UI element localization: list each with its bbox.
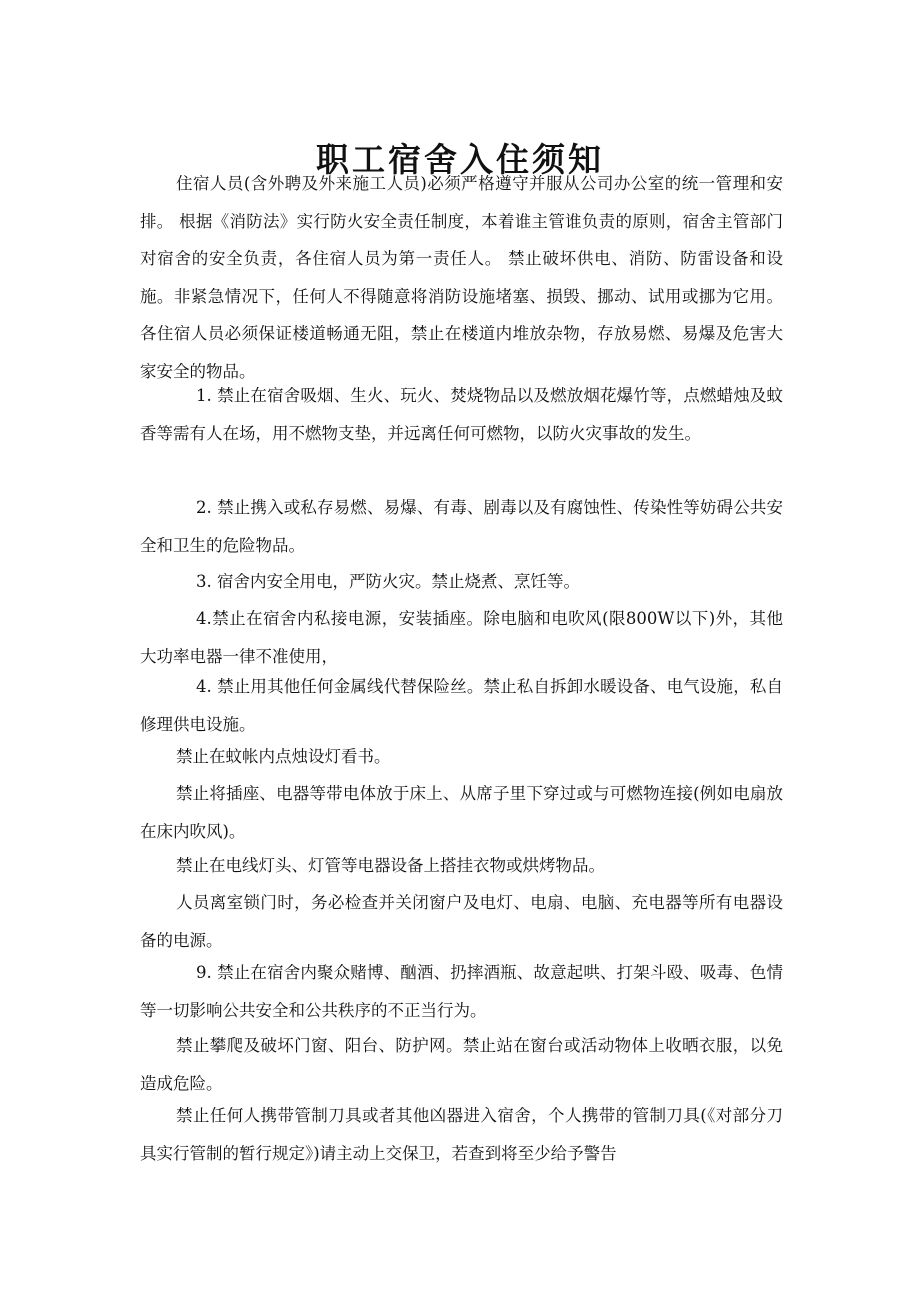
rule-paragraph: 4. 禁止用其他任何金属线代替保险丝。禁止私自拆卸水暖设备、电气设施，私自修理供电设施。 (140, 677, 783, 734)
rule-paragraph: 3. 宿舍内安全用电，严防火灾。禁止烧煮、烹饪等。 (196, 572, 580, 591)
rule-paragraph: 4.禁止在宿舍内私接电源，安装插座。除电脑和电吹风(限800W以下)外，其他大功率电器一律不准使用， (140, 609, 783, 666)
rule-paragraph: 1. 禁止在宿舍吸烟、生火、玩火、焚烧物品以及燃放烟花爆竹等，点燃蜡烛及蚊香等需有人在场，用不燃物支垫，并远离任何可燃物，以防火灾事故的发生。 (140, 386, 783, 443)
rule-paragraph: 禁止攀爬及破坏门窗、阳台、防护网。禁止站在窗台或活动物体上收晒衣服，以免造成危险。 (140, 1036, 783, 1093)
page-title: 职工宿舍入住须知 (316, 140, 604, 180)
rule-paragraph: 禁止在电线灯头、灯管等电器设备上搭挂衣物或烘烤物品。 (176, 856, 605, 875)
rule-paragraph: 人员离室锁门时，务必检查并关闭窗户及电灯、电扇、电脑、充电器等所有电器设备的电源。 (140, 893, 783, 950)
rule-paragraph: 禁止在蚊帐内点烛设灯看书。 (176, 747, 391, 766)
rule-paragraph: 2. 禁止携入或私存易燃、易爆、有毒、剧毒以及有腐蚀性、传染性等妨碍公共安全和卫生的危险物品。 (140, 498, 783, 555)
intro-paragraph: 住宿人员(含外聘及外来施工人员)必须严格遵守并服从公司办公室的统一管理和安排。 根据《消防法》实行防火安全责任制度，本着谁主管谁负责的原则，宿舍主管部门对宿舍的安全负责，各住宿人员为第一责任人。 禁止破坏供电、消防、防雷设备和设施。非紧急情况下，任何人不得随意将消防设施堵塞、损毁、挪动、试用或挪为它用。 各住宿人员必须保证楼道畅通无阻，禁止在楼道内堆放杂物，存放易燃、易爆及危害大家安全的物品。 (140, 174, 783, 381)
rule-paragraph: 禁止任何人携带管制刀具或者其他凶器进入宿舍，个人携带的管制刀具(《对部分刀具实行管制的暂行规定》)请主动上交保卫，若查到将至少给予警告 (140, 1106, 783, 1163)
rule-paragraph: 9. 禁止在宿舍内聚众赌博、酗酒、扔摔酒瓶、故意起哄、打架斗殴、吸毒、色情等一切影响公共安全和公共秩序的不正当行为。 (140, 963, 783, 1020)
rule-paragraph: 禁止将插座、电器等带电体放于床上、从席子里下穿过或与可燃物连接(例如电扇放在床内吹风)。 (140, 784, 783, 841)
